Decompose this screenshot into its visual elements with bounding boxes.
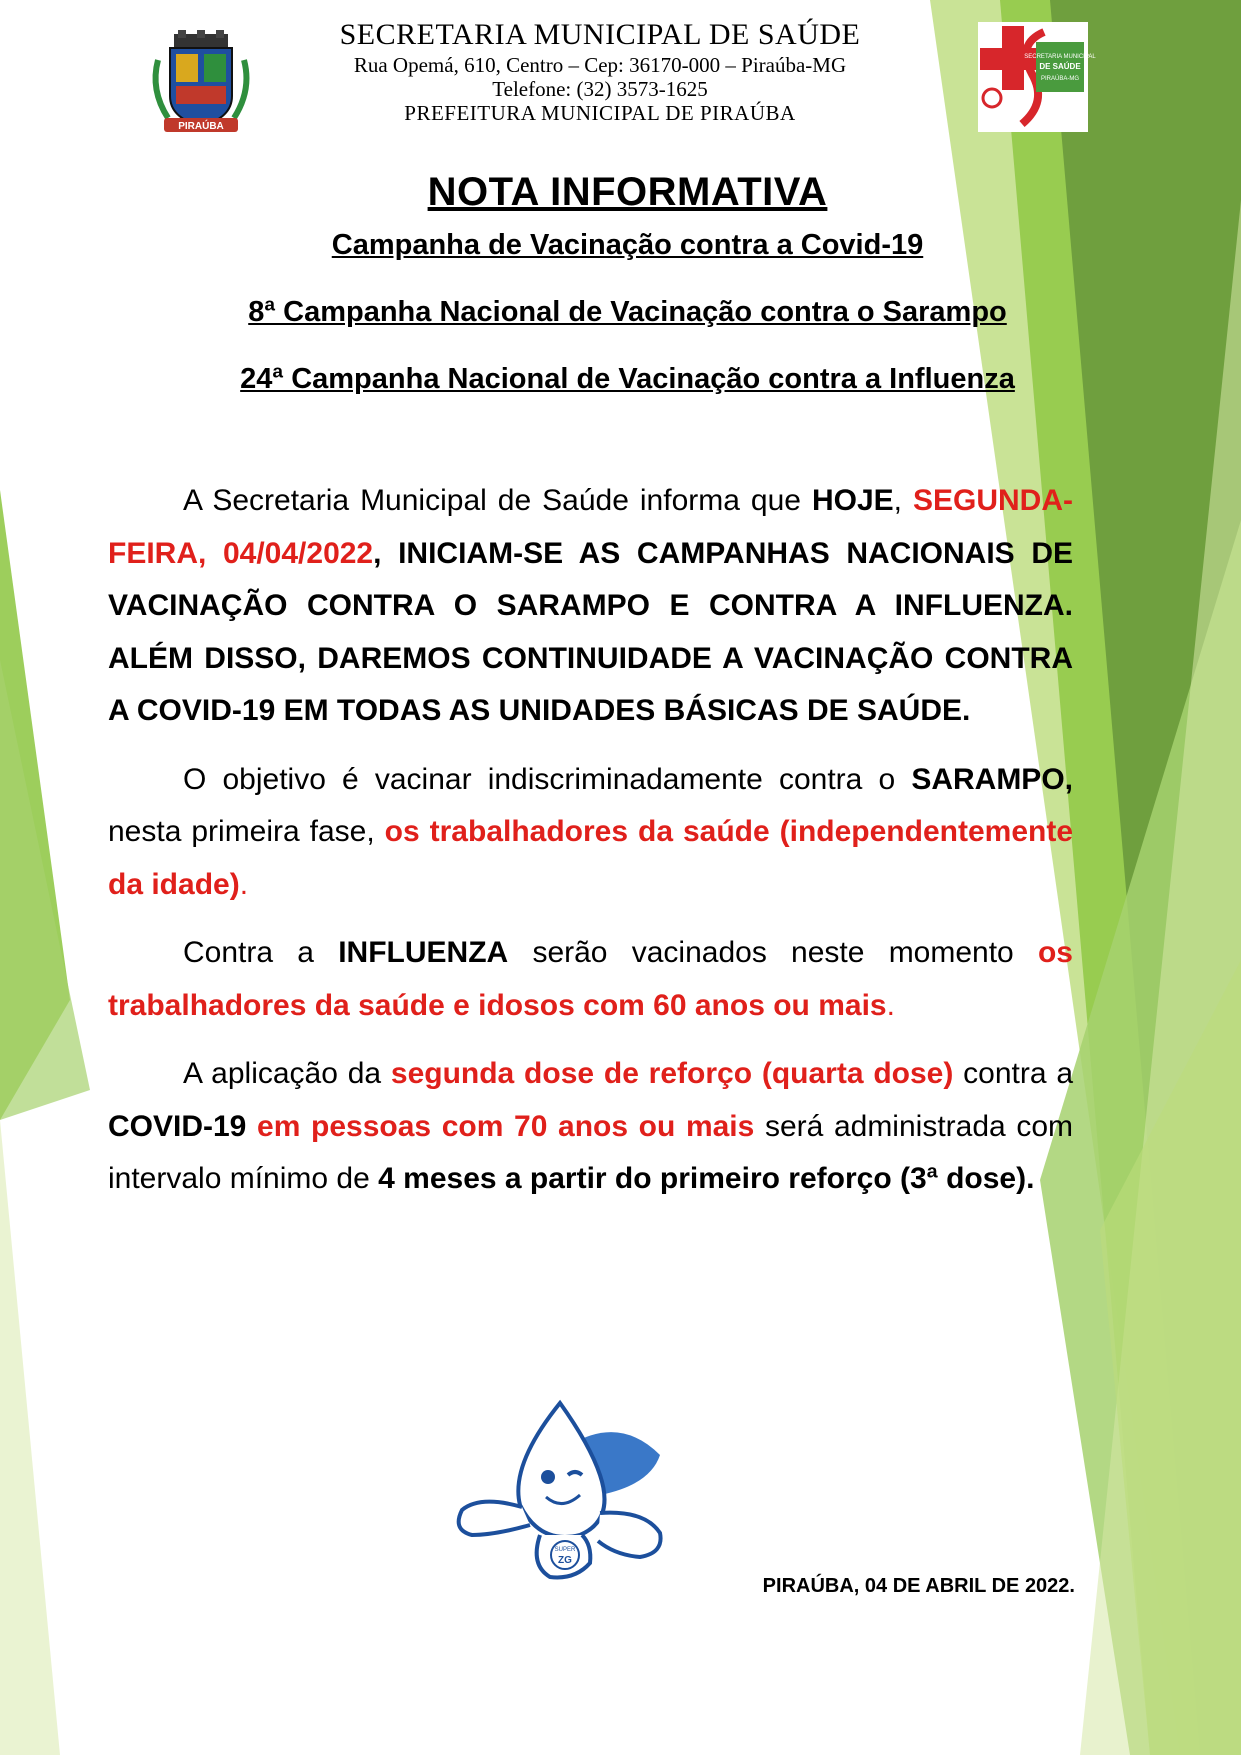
letterhead-prefeitura: PREFEITURA MUNICIPAL DE PIRAÚBA [404, 100, 796, 125]
paragraph-4: A aplicação da segunda dose de reforço (quarta dose) contra a COVID-19 em pessoas com 70 anos ou mais será administrada com intervalo mínimo de 4 meses a partir do primeiro reforço (3ª dose). [108, 1057, 1074, 1195]
document-body [108, 475, 1073, 1222]
paragraph-1: A Secretaria Municipal de Saúde informa que HOJE, SEGUNDA-FEIRA, 04/04/2022, INICIAM-SE AS CAMPANHAS NACIONAIS DE VACINAÇÃO CONTRA O SARAMPO E CONTRA A INFLUENZA. ALÉM DISSO, DAREMOS CONTINUIDADE A VACINAÇÃO CONTRA A COVID-19 EM TODAS AS UNIDADES BÁSICAS DE SAÚDE. [108, 484, 1073, 727]
paragraph-2: O objetivo é vacinar indiscriminadamente contra o SARAMPO, nesta primeira fase, os trabalhadores da saúde (independentemente da idade). [108, 762, 1073, 901]
signature-date: PIRAÚBA, 04 DE ABRIL DE 2022. [762, 1575, 1075, 1597]
health-secretariat-logo [978, 22, 1096, 132]
vaccine-drop-mascot-icon [450, 1395, 720, 1585]
document-title: NOTA INFORMATIVA [427, 170, 828, 214]
letterhead-address: Rua Opemá, 610, Centro – Cep: 36170-000 – Piraúba-MG [353, 52, 847, 77]
svg-text:PIRAÚBA-MG: PIRAÚBA-MG [1040, 76, 1080, 82]
letterhead-phone: Telefone: (32) 3573-1625 [492, 76, 708, 101]
paragraph-3: Contra a INFLUENZA serão vacinados neste momento os trabalhadores da saúde e idosos com 60 anos ou mais. [108, 936, 1073, 1022]
svg-text:DE SAÚDE: DE SAÚDE [1039, 62, 1081, 71]
letterhead [300, 18, 900, 125]
municipal-crest-logo [150, 30, 252, 136]
subtitle-covid: Campanha de Vacinação contra a Covid-19 [331, 229, 924, 261]
subtitle-sarampo: 8ª Campanha Nacional de Vacinação contra o Sarampo [248, 296, 1007, 328]
title-block [100, 170, 1155, 430]
svg-text:SECRETARIA MUNICIPAL: SECRETARIA MUNICIPAL [1024, 54, 1096, 60]
subtitle-influenza: 24ª Campanha Nacional de Vacinação contra a Influenza [240, 363, 1015, 395]
svg-text:ZG: ZG [558, 1555, 572, 1566]
svg-text:SUPER: SUPER [554, 1547, 576, 1553]
letterhead-title: SECRETARIA MUNICIPAL DE SAÚDE [339, 18, 861, 51]
crest-label: PIRAÚBA [178, 121, 224, 132]
